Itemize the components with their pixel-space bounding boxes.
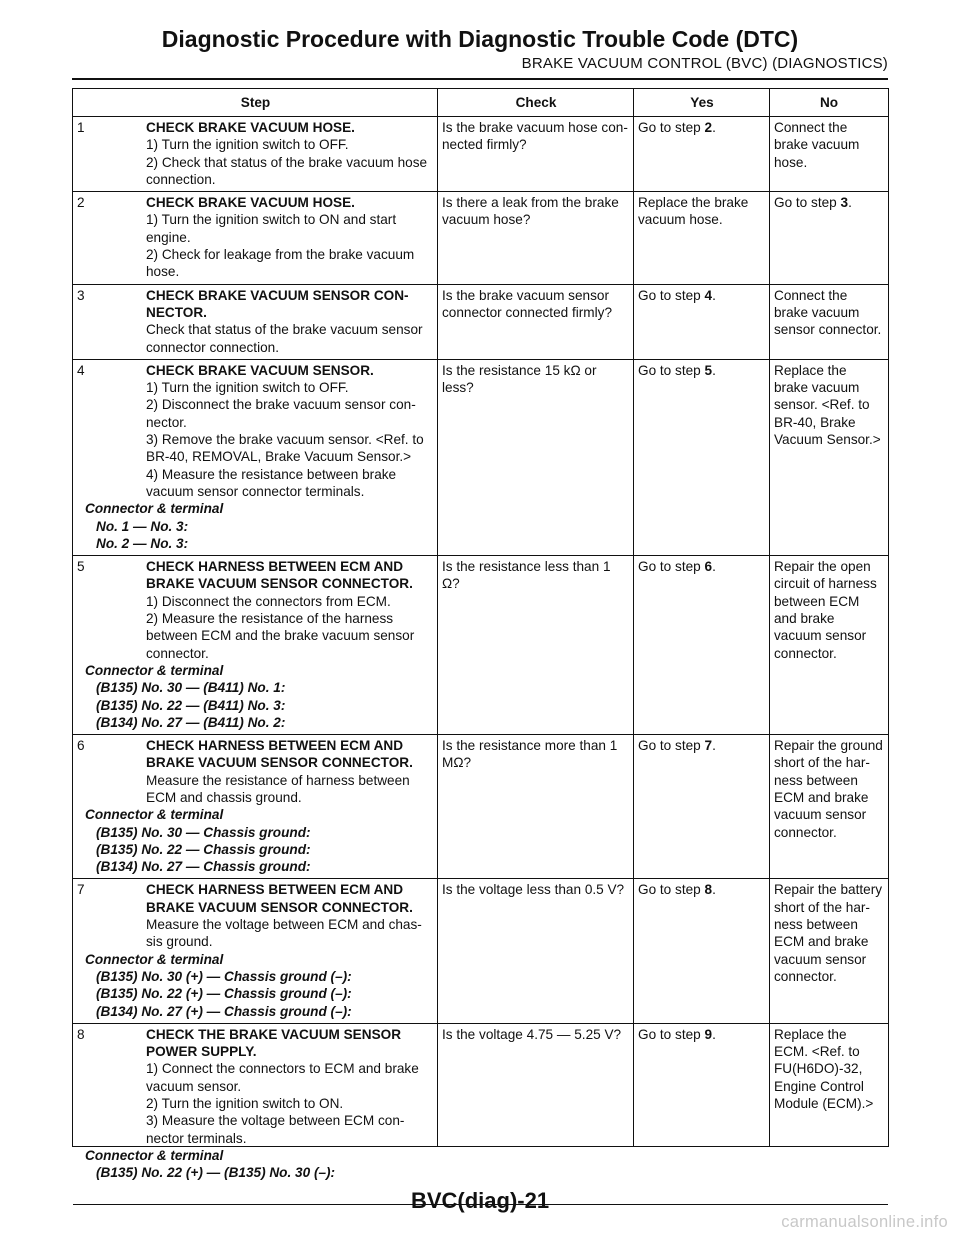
check-cell: Is the voltage 4.75 — 5.25 V? [438, 1023, 634, 1204]
yes-cell: Go to step 4. [634, 284, 770, 359]
yes-prefix: Go to step [638, 559, 705, 575]
table-row [73, 1023, 888, 1204]
step-instruction: Check that status of the brake vacuum sensor connector connection. [146, 322, 423, 355]
connector-terminal-item: No. 2 — No. 3: [96, 535, 189, 551]
step-instruction: Measure the voltage between ECM and chas-sis ground. [146, 917, 422, 950]
yes-step-ref: 9 [704, 1026, 713, 1042]
step-number: 5 [77, 559, 85, 575]
table-row [73, 556, 888, 735]
yes-step-ref: 7 [704, 738, 713, 754]
no-action: Replace the ECM. <Ref. to FU(H6DO)-32, Engine Control Module (ECM).> [774, 1026, 874, 1112]
step-number: 2 [77, 195, 85, 211]
col-header-no: No [770, 89, 888, 117]
step-number: 3 [77, 287, 85, 303]
step-cell [73, 879, 438, 1023]
connector-terminal-heading: Connector & terminal [85, 1147, 224, 1163]
step-instruction: 2) Disconnect the brake vacuum sensor con-nector. [146, 397, 416, 430]
step-title: CHECK BRAKE VACUUM SENSOR. [146, 362, 374, 378]
column-divider [633, 89, 634, 1146]
col-header-yes: Yes [634, 89, 770, 117]
step-title: CHECK HARNESS BETWEEN ECM AND BRAKE VACUUM SENSOR CONNECTOR. [146, 882, 413, 915]
step-instruction: 1) Turn the ignition switch to ON and start engine. [146, 212, 397, 245]
diagnostic-table [73, 89, 888, 1205]
step-instruction: 2) Check for leakage from the brake vacuum hose. [146, 247, 415, 280]
yes-prefix: Go to step [638, 120, 705, 135]
table-row [73, 879, 888, 1023]
step-instruction: 1) Connect the connectors to ECM and brake vacuum sensor. [146, 1061, 419, 1094]
step-number: 4 [77, 362, 85, 378]
check-cell: Is the resistance more than 1 MΩ? [438, 735, 634, 879]
no-action: Repair the ground short of the har-ness between ECM and brake vacuum sensor connector. [774, 738, 883, 840]
step-title: CHECK BRAKE VACUUM SENSOR CON-NECTOR. [146, 287, 409, 320]
table-row [73, 284, 888, 359]
check-cell: Is there a leak from the brake vacuum hose? [438, 192, 634, 284]
yes-action: Replace the brake vacuum hose. [638, 195, 749, 228]
connector-terminal-item: (B135) No. 22 (+) — Chassis ground (–): [96, 986, 352, 1002]
check-cell: Is the resistance less than 1 Ω? [438, 556, 634, 735]
no-action: Connect the brake vacuum sensor connector. [774, 287, 882, 338]
no-action: Repair the open circuit of harness between ECM and brake vacuum sensor connector. [774, 559, 877, 661]
no-cell [770, 735, 888, 879]
yes-cell: Go to step 5. [634, 359, 770, 555]
step-cell [73, 735, 438, 879]
connector-terminal-item: (B135) No. 30 — Chassis ground: [96, 824, 311, 840]
no-cell: Go to step 3. [770, 192, 888, 284]
step-instruction: 2) Check that status of the brake vacuum hose connection. [146, 154, 428, 187]
yes-step-ref: 5 [704, 362, 713, 378]
no-action: Replace the brake vacuum sensor. <Ref. to BR-40, Brake Vacuum Sensor.> [774, 362, 881, 448]
yes-prefix: Go to step [638, 1026, 705, 1042]
check-cell: Is the brake vacuum sensor connector connected firmly? [438, 284, 634, 359]
connector-terminal-item: (B135) No. 30 — (B411) No. 1: [96, 680, 286, 696]
yes-cell: Go to step 2. [634, 117, 770, 192]
no-cell [770, 359, 888, 555]
connector-terminal-item: (B134) No. 27 — (B411) No. 2: [96, 714, 286, 730]
check-cell: Is the voltage less than 0.5 V? [438, 879, 634, 1023]
col-header-step: Step [73, 89, 438, 117]
table-row [73, 192, 888, 284]
yes-prefix: Go to step [638, 738, 705, 754]
yes-cell: Go to step 8. [634, 879, 770, 1023]
connector-terminal-heading: Connector & terminal [85, 501, 224, 517]
step-number: 8 [77, 1026, 85, 1042]
check-cell: Is the resistance 15 kΩ or less? [438, 359, 634, 555]
page-title: Diagnostic Procedure with Diagnostic Trouble Code (DTC) [161, 26, 799, 52]
connector-terminal-item: (B134) No. 27 (+) — Chassis ground (–): [96, 1003, 352, 1019]
connector-terminal-item: (B135) No. 22 (+) — (B135) No. 30 (–): [96, 1165, 336, 1181]
step-cell [73, 556, 438, 735]
header-rule [72, 78, 888, 80]
connector-terminal-heading: Connector & terminal [85, 662, 224, 678]
step-title: CHECK THE BRAKE VACUUM SENSOR POWER SUPPLY. [146, 1026, 402, 1060]
step-number: 6 [77, 738, 85, 754]
connector-terminal-item: No. 1 — No. 3: [96, 518, 189, 534]
yes-cell [634, 192, 770, 284]
step-instruction: 1) Disconnect the connectors from ECM. [146, 593, 391, 609]
no-cell [770, 284, 888, 359]
no-action: Connect the brake vacuum hose. [774, 120, 860, 170]
connector-terminal-heading: Connector & terminal [85, 807, 224, 823]
no-cell [770, 556, 888, 735]
step-title: CHECK BRAKE VACUUM HOSE. [146, 120, 355, 135]
step-title: CHECK HARNESS BETWEEN ECM AND BRAKE VACUUM SENSOR CONNECTOR. [146, 559, 413, 592]
connector-terminal-item: (B135) No. 22 — (B411) No. 3: [96, 697, 286, 713]
col-header-check: Check [438, 89, 634, 117]
step-instruction: 1) Turn the ignition switch to OFF. [146, 137, 349, 153]
step-number: 1 [77, 120, 85, 135]
check-cell: Is the brake vacuum hose con-nected firmly? [438, 117, 634, 192]
step-instruction: 3) Remove the brake vacuum sensor. <Ref. to BR-40, REMOVAL, Brake Vacuum Sensor.> [146, 432, 424, 465]
section-subtitle: BRAKE VACUUM CONTROL (BVC) (DIAGNOSTICS) [521, 55, 888, 72]
step-instruction: Measure the resistance of harness between ECM and chassis ground. [146, 772, 410, 805]
step-instruction: 3) Measure the voltage between ECM con-nector terminals. [146, 1113, 405, 1146]
yes-cell: Go to step 9. [634, 1023, 770, 1204]
watermark: carmanualsonline.info [781, 1213, 948, 1231]
table-row [73, 117, 888, 192]
yes-step-ref: 4 [704, 287, 713, 303]
step-title: CHECK HARNESS BETWEEN ECM AND BRAKE VACUUM SENSOR CONNECTOR. [146, 738, 413, 771]
yes-prefix: Go to step [638, 362, 705, 378]
step-instruction: 2) Measure the resistance of the harness between ECM and the brake vacuum sensor connector. [146, 611, 415, 661]
table-row [73, 359, 888, 555]
step-instruction: 4) Measure the resistance between brake vacuum sensor connector terminals. [146, 466, 397, 499]
connector-terminal-item: (B135) No. 30 (+) — Chassis ground (–): [96, 968, 352, 984]
connector-terminal-item: (B134) No. 27 — Chassis ground: [96, 859, 311, 875]
step-title: CHECK BRAKE VACUUM HOSE. [146, 195, 355, 211]
table-row [73, 735, 888, 879]
connector-terminal-heading: Connector & terminal [85, 951, 224, 967]
step-number: 7 [77, 882, 85, 898]
step-cell [73, 284, 438, 359]
yes-prefix: Go to step [638, 287, 705, 303]
no-cell [770, 117, 888, 192]
column-divider [769, 89, 770, 1146]
no-action: Repair the battery short of the har-ness between ECM and brake vacuum sensor connector. [774, 882, 883, 984]
step-cell [73, 192, 438, 284]
step-cell [73, 1023, 438, 1204]
step-instruction: 2) Turn the ignition switch to ON. [146, 1096, 344, 1112]
yes-step-ref: 2 [704, 120, 713, 135]
page-number: BVC(diag)-21 [410, 1188, 550, 1213]
step-cell [73, 359, 438, 555]
yes-cell: Go to step 7. [634, 735, 770, 879]
no-step-ref: 3 [840, 195, 849, 211]
yes-prefix: Go to step [638, 882, 705, 898]
no-prefix: Go to step [774, 195, 841, 211]
yes-step-ref: 6 [704, 559, 713, 575]
connector-terminal-item: (B135) No. 22 — Chassis ground: [96, 841, 311, 857]
step-cell [73, 117, 438, 192]
yes-step-ref: 8 [704, 882, 713, 898]
no-cell [770, 1023, 888, 1204]
step-instruction: 1) Turn the ignition switch to OFF. [146, 380, 349, 396]
no-cell [770, 879, 888, 1023]
yes-cell: Go to step 6. [634, 556, 770, 735]
column-divider [437, 89, 438, 1146]
table-header-row [73, 89, 888, 117]
